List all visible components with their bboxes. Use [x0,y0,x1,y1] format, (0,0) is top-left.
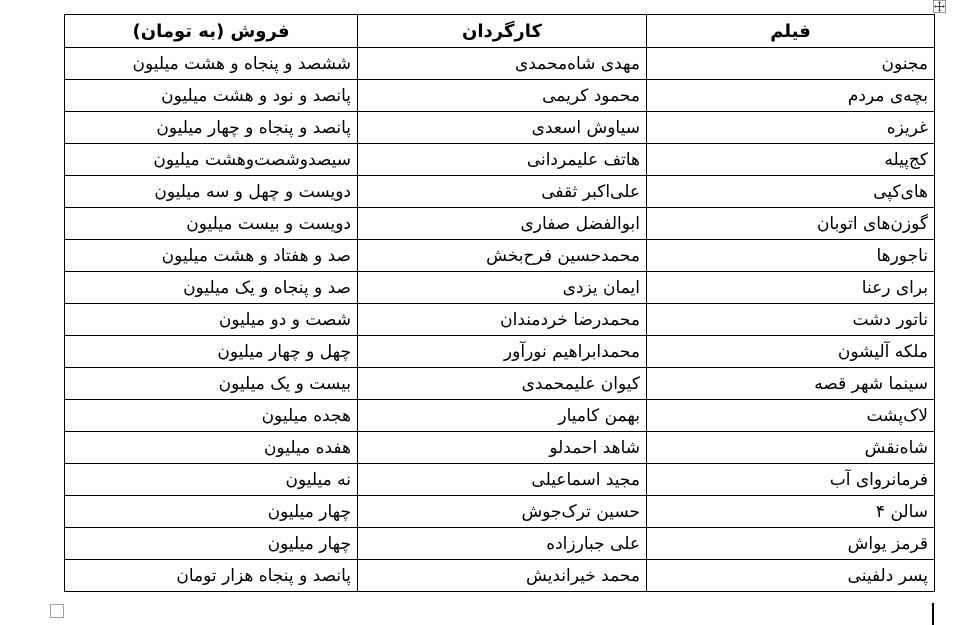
cell-film[interactable]: مجنون [647,48,935,80]
cell-film[interactable]: ناجورها [647,240,935,272]
cell-sales[interactable]: صد و هفتاد و هشت میلیون [65,240,358,272]
table-header-row [65,15,935,48]
cell-director[interactable]: ابوالفضل صفاری [358,208,647,240]
table-row [65,272,935,304]
cell-sales[interactable]: شصت و دو میلیون [65,304,358,336]
cell-film[interactable]: برای رعنا [647,272,935,304]
cell-sales[interactable]: بیست و یک میلیون [65,368,358,400]
cell-director[interactable]: علی جبارزاده [358,528,647,560]
header-film[interactable]: فیلم [647,15,935,48]
cell-film[interactable]: سالن ۴ [647,496,935,528]
table-row [65,80,935,112]
table-resize-handle[interactable] [50,604,64,618]
cell-director[interactable]: کیوان علیمحمدی [358,368,647,400]
cell-sales[interactable]: نه میلیون [65,464,358,496]
cell-director[interactable]: مجید اسماعیلی [358,464,647,496]
cell-film[interactable]: سینما شهر قصه [647,368,935,400]
cell-film[interactable]: های‌کپی [647,176,935,208]
cell-director[interactable]: ایمان یزدی [358,272,647,304]
cell-sales[interactable]: ششصد و پنجاه و هشت میلیون [65,48,358,80]
cell-sales[interactable]: هجده میلیون [65,400,358,432]
table-row [65,496,935,528]
cell-sales[interactable]: صد و پنجاه و یک میلیون [65,272,358,304]
films-sales-table [64,14,935,592]
cell-director[interactable]: محمدحسین فرح‌بخش [358,240,647,272]
table-row [65,176,935,208]
cell-sales[interactable]: چهل و چهار میلیون [65,336,358,368]
table-row [65,400,935,432]
table-row [65,368,935,400]
cell-sales[interactable]: دویست و چهل و سه میلیون [65,176,358,208]
header-sales[interactable]: فروش (به تومان) [65,15,358,48]
cell-film[interactable]: ملکه آلیشون [647,336,935,368]
header-director[interactable]: کارگردان [358,15,647,48]
cell-film[interactable]: فرمانروای آب [647,464,935,496]
cell-sales[interactable]: سیصدوشصت‌وهشت میلیون [65,144,358,176]
cell-sales[interactable]: دویست و بیست میلیون [65,208,358,240]
table-row [65,48,935,80]
page-margin-line [932,603,934,625]
table-row [65,144,935,176]
cell-director[interactable]: سیاوش اسعدی [358,112,647,144]
table-row [65,464,935,496]
cell-film[interactable]: ناتور دشت [647,304,935,336]
table-row [65,432,935,464]
move-arrows-icon [934,1,945,12]
cell-director[interactable]: محمود کریمی [358,80,647,112]
cell-film[interactable]: گوزن‌های اتوبان [647,208,935,240]
cell-director[interactable]: شاهد احمدلو [358,432,647,464]
cell-film[interactable]: پسر دلفینی [647,560,935,592]
cell-film[interactable]: قرمز یواش [647,528,935,560]
table-row [65,112,935,144]
table-row [65,336,935,368]
cell-director[interactable]: محمدرضا خردمندان [358,304,647,336]
cell-film[interactable]: لاک‌پشت [647,400,935,432]
cell-director[interactable]: مهدی شاه‌محمدی [358,48,647,80]
cell-director[interactable]: محمد خیراندیش [358,560,647,592]
cell-film[interactable]: غریزه [647,112,935,144]
cell-director[interactable]: حسین ترک‌جوش [358,496,647,528]
table-row [65,208,935,240]
cell-director[interactable]: محمدابراهیم نورآور [358,336,647,368]
cell-film[interactable]: بچه‌ی مردم [647,80,935,112]
cell-film[interactable]: کج‌پیله [647,144,935,176]
cell-sales[interactable]: چهار میلیون [65,528,358,560]
table-row [65,304,935,336]
cell-director[interactable]: علی‌اکبر ثقفی [358,176,647,208]
cell-sales[interactable]: چهار میلیون [65,496,358,528]
cell-director[interactable]: بهمن کامیار [358,400,647,432]
cell-director[interactable]: هاتف علیمردانی [358,144,647,176]
cell-sales[interactable]: پانصد و پنجاه هزار تومان [65,560,358,592]
table-row [65,240,935,272]
table-row [65,560,935,592]
cell-sales[interactable]: پانصد و پنجاه و چهار میلیون [65,112,358,144]
cell-sales[interactable]: پانصد و نود و هشت میلیون [65,80,358,112]
table-move-handle[interactable] [933,0,946,13]
cell-sales[interactable]: هفده میلیون [65,432,358,464]
cell-film[interactable]: شاه‌نقش [647,432,935,464]
table-row [65,528,935,560]
